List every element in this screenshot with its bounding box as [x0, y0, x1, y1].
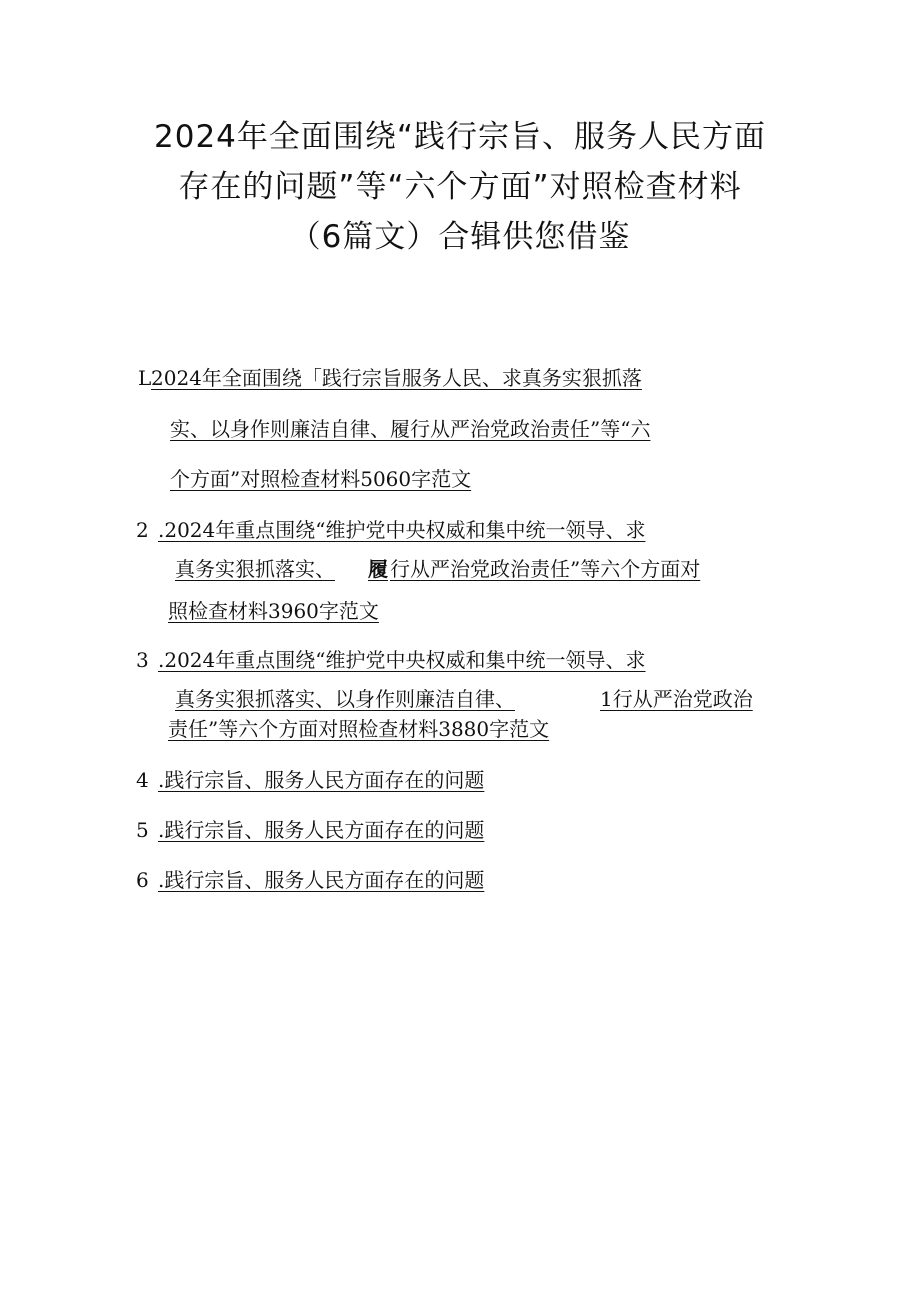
toc-item-number: 5	[136, 818, 149, 842]
toc-item-3-line-3[interactable]: 责任”等六个方面对照检查材料3880字范文	[168, 717, 550, 741]
toc-item-number: 3	[136, 648, 149, 672]
toc-item-number: 6	[136, 868, 149, 892]
toc-item-1-line-3[interactable]: 个方面”对照检查材料5060字范文	[170, 467, 472, 491]
toc-item-5-line-1[interactable]: .践行宗旨、服务人民方面存在的问题	[158, 818, 485, 842]
title-line-1: 2024年全面围绕“践行宗旨、服务人民方面	[154, 119, 766, 155]
toc-item-number: 2	[136, 518, 149, 542]
toc-item-number: 4	[136, 768, 149, 792]
title-line-2: 存在的问题”等“六个方面”对照检查材料	[178, 169, 742, 205]
toc-item-2-line-3[interactable]: 照检查材料3960字范文	[168, 599, 379, 623]
toc-item-2-line-2b[interactable]: 履	[368, 557, 388, 581]
title-line-3: （6篇文）合辑供您借鉴	[289, 219, 631, 255]
toc-item-6-line-1[interactable]: .践行宗旨、服务人民方面存在的问题	[158, 868, 485, 892]
toc-item-4-line-1[interactable]: .践行宗旨、服务人民方面存在的问题	[158, 768, 485, 792]
toc-item-2-line-1[interactable]: .2024年重点围绕“维护党中央权威和集中统一领导、求	[158, 518, 646, 542]
toc-item-1-line-2[interactable]: 实、以身作则廉洁自律、履行从严治党政治责任”等“六	[170, 417, 651, 441]
toc-item-3-line-2a[interactable]: 真务实狠抓落实、以身作则廉洁自律、	[175, 687, 515, 711]
toc-item-3-line-1[interactable]: .2024年重点围绕“维护党中央权威和集中统一领导、求	[158, 648, 646, 672]
toc-item-2-line-2c[interactable]: 行从严治党政治责任”等六个方面对	[390, 557, 701, 581]
toc-item-3-line-2b[interactable]: 1行从严治党政治	[600, 687, 753, 711]
toc-item-2-line-2a[interactable]: 真务实狠抓落实、	[175, 557, 335, 581]
toc-item-1-line-1[interactable]: 2024年全面围绕「践行宗旨服务人民、求真务实狠抓落	[151, 366, 642, 390]
toc-item-number: L	[138, 366, 152, 390]
